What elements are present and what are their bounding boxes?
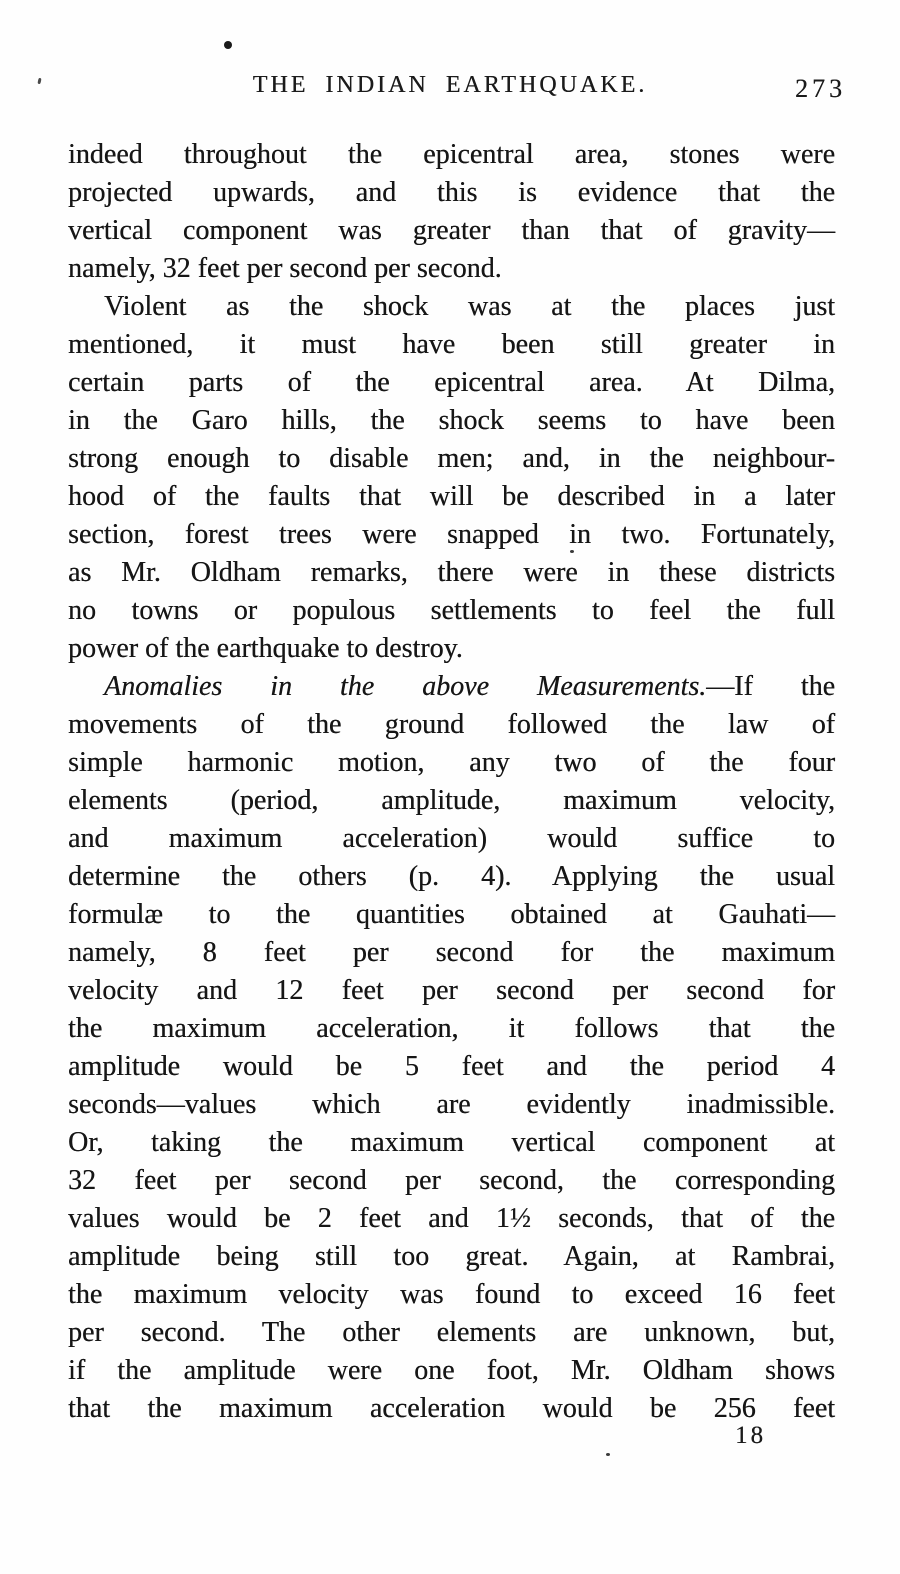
text-line [68, 1086, 835, 1124]
text-line [68, 972, 835, 1010]
text-segment: elements (period, amplitude, maximum velocity, [68, 785, 835, 816]
text-line [68, 744, 835, 782]
text-line [68, 1124, 835, 1162]
text-line [68, 478, 835, 516]
text-segment: Violent as the shock was at the places just [104, 291, 835, 322]
text-line [68, 1200, 835, 1238]
text-line [68, 820, 835, 858]
text-segment: simple harmonic motion, any two of the four [68, 747, 835, 778]
text-segment: as Mr. Oldham remarks, there were in these districts [68, 557, 835, 588]
text-segment: the maximum velocity was found to exceed 16 feet [68, 1279, 835, 1310]
text-segment: namely, 8 feet per second for the maximum [68, 937, 835, 968]
text-line [68, 402, 835, 440]
text-segment: velocity and 12 feet per second per second for [68, 975, 835, 1006]
text-line [68, 326, 835, 364]
text-segment: power of the earthquake to destroy. [68, 633, 463, 664]
text-line [68, 1048, 835, 1086]
text-segment: movements of the ground followed the law of [68, 709, 835, 740]
italic-text-segment: Anomalies in the above Measurements. [104, 671, 707, 702]
ink-speck [224, 41, 232, 49]
text-line [68, 630, 835, 668]
text-line [68, 934, 835, 972]
text-line [68, 1314, 835, 1352]
page-title: THE INDIAN EARTHQUAKE. [252, 72, 648, 98]
text-segment: indeed throughout the epicentral area, stones were [68, 139, 835, 170]
text-segment: determine the others (p. 4). Applying the usual [68, 861, 835, 892]
text-line [68, 288, 835, 326]
text-segment: formulæ to the quantities obtained at Gauhati— [68, 899, 835, 930]
text-segment: values would be 2 feet and 1½ seconds, that of the [68, 1203, 835, 1234]
text-line [68, 1352, 835, 1390]
text-segment: mentioned, it must have been still greater in [68, 329, 835, 360]
text-segment: that the maximum acceleration would be 256 feet [68, 1393, 835, 1424]
text-segment: no towns or populous settlements to feel the full [68, 595, 835, 626]
text-line [68, 364, 835, 402]
text-segment: per second. The other elements are unknown, but, [68, 1317, 835, 1348]
text-line [68, 1010, 835, 1048]
text-segment: in the Garo hills, the shock seems to have been [68, 405, 835, 436]
text-segment: certain parts of the epicentral area. At Dilma, [68, 367, 835, 398]
text-segment: hood of the faults that will be described in a later [68, 481, 835, 512]
text-line [68, 1276, 835, 1314]
page-body [68, 136, 835, 1428]
text-line [68, 592, 835, 630]
text-segment: namely, 32 feet per second per second. [68, 253, 502, 284]
text-line [68, 858, 835, 896]
text-line [68, 706, 835, 744]
text-line [68, 1390, 835, 1428]
text-line [68, 250, 835, 288]
text-line [68, 1162, 835, 1200]
running-head [0, 72, 900, 106]
ink-speck [606, 1453, 610, 1456]
text-segment: 32 feet per second per second, the corresponding [68, 1165, 835, 1196]
text-line [68, 212, 835, 250]
text-segment: amplitude being still too great. Again, at Rambrai, [68, 1241, 835, 1272]
text-segment: vertical component was greater than that of gravity— [68, 215, 835, 246]
text-segment: Or, taking the maximum vertical component at [68, 1127, 835, 1158]
text-segment: and maximum acceleration) would suffice to [68, 823, 835, 854]
text-line [68, 782, 835, 820]
text-segment: projected upwards, and this is evidence that the [68, 177, 835, 208]
text-line [68, 896, 835, 934]
text-line [68, 174, 835, 212]
text-segment: the maximum acceleration, it follows that the [68, 1013, 835, 1044]
text-line [68, 668, 835, 706]
text-line [68, 1238, 835, 1276]
signature-mark: 18 [735, 1422, 766, 1449]
text-segment: if the amplitude were one foot, Mr. Oldham shows [68, 1355, 835, 1386]
text-line [68, 554, 835, 592]
text-segment: amplitude would be 5 feet and the period 4 [68, 1051, 835, 1082]
text-segment: section, forest trees were snapped in two. Fortunately, [68, 519, 835, 550]
text-line [68, 136, 835, 174]
text-line [68, 516, 835, 554]
text-segment: —If the [706, 671, 835, 702]
text-segment: seconds—values which are evidently inadmissible. [68, 1089, 835, 1120]
page-number: 273 [795, 74, 846, 103]
text-segment: strong enough to disable men; and, in the neighbour- [68, 443, 835, 474]
text-line [68, 440, 835, 478]
